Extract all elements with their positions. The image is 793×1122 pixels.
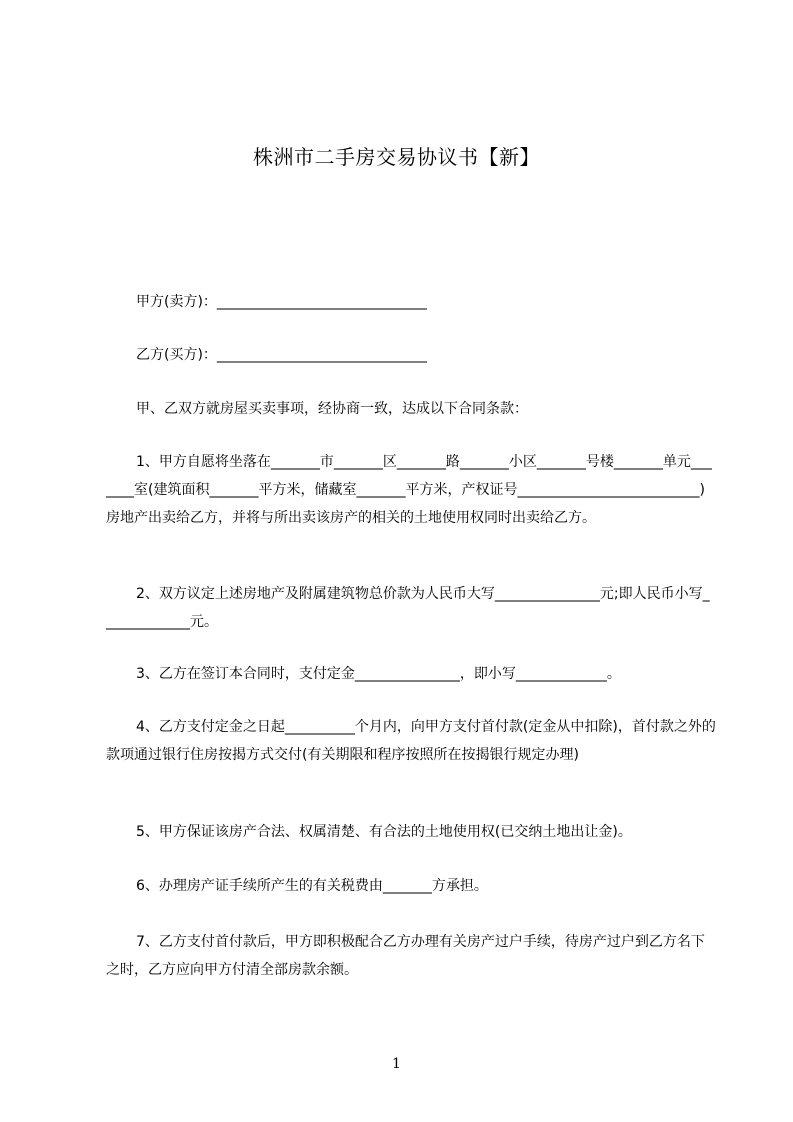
clause-6: 6、办理房产证手续所产生的有关税费由_______方承担。: [136, 878, 488, 894]
clause-7: 7、乙方支付首付款后，甲方即积极配合乙方办理有关房产过户手续，待房产过户到乙方名下之时，乙方应向甲方付清全部房款余额。: [106, 934, 705, 978]
document-title: 株洲市二手房交易协议书【新】: [253, 145, 540, 169]
page-number: 1: [392, 1056, 401, 1072]
intro-paragraph: 甲、乙双方就房屋买卖事项，经协商一致，达成以下合同条款：: [136, 401, 528, 417]
clause-1: 1、甲方自愿将坐落在_______市_______区_______路_______小区_______号楼_______单元_______室(建筑面积_______平方米，储藏室_______平方米，产权证号__________________________)房地产出卖给乙方，并将与所出卖该房产的相关的土地使用权同时出卖给乙方。: [106, 454, 712, 526]
clause-3: 3、乙方在签订本合同时，支付定金_______________，即小写_____________。: [136, 666, 621, 682]
party-a-line: 甲方(卖方)：______________________________: [136, 294, 427, 310]
clause-5: 5、甲方保证该房产合法、权属清楚、有合法的土地使用权(已交纳土地出让金)。: [136, 824, 632, 840]
clause-4: 4、乙方支付定金之日起__________个月内，向甲方支付首付款(定金从中扣除)，首付款之外的款项通过银行住房按揭方式交付(有关期限和程序按照所在按揭银行规定办理): [106, 719, 716, 763]
party-b-line: 乙方(买方)：______________________________: [136, 347, 427, 363]
clause-2: 2、双方议定上述房地产及附属建筑物总价款为人民币大写_______________元;即人民币小写_____________元。: [106, 586, 710, 630]
